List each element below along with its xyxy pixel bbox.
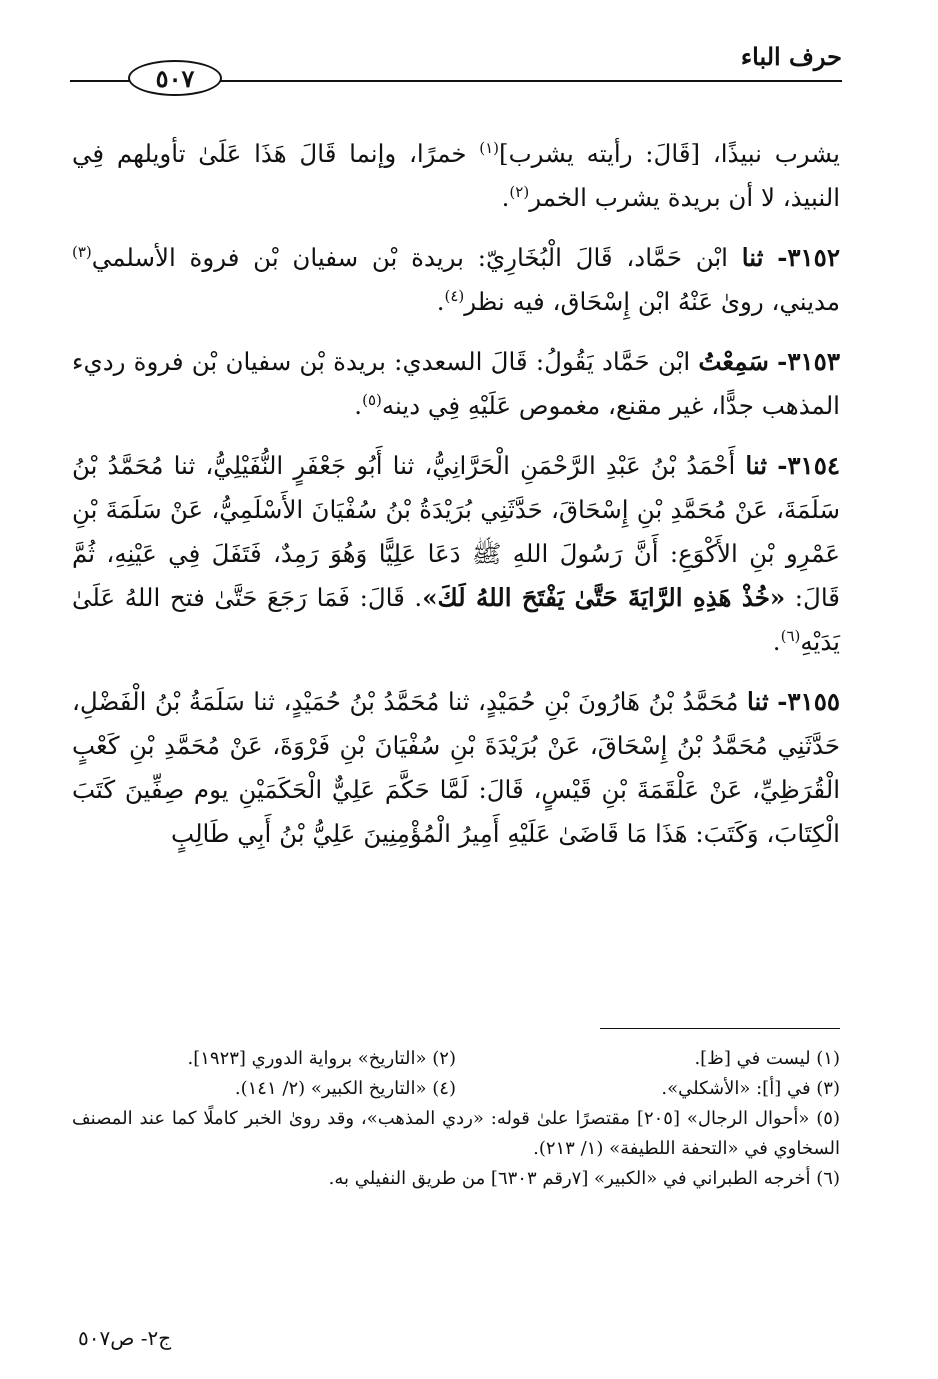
footnote-ref: (٣) [72, 242, 92, 261]
text-run: خمرًا، وإنما قَالَ هَذَا عَلَىٰ تأويلهم فِي النبيذ، لا أن بريدة يشرب الخمر [72, 139, 840, 212]
footnote-2: (٢) «التاريخ» برواية الدوري [١٩٢٣]. [187, 1048, 456, 1069]
hadith-number: ٣١٥٢- [777, 243, 840, 272]
footnote-ref: (١) [479, 138, 500, 157]
footnote-row [72, 1044, 840, 1074]
text-run: مُحَمَّدُ بْنُ هَارُونَ بْنِ حُمَيْدٍ، ثنا مُحَمَّدُ بْنُ حُمَيْدٍ، ثنا سَلَمَةُ بْنُ الْفَضْلِ، حَدَّثَنِي مُحَمَّدُ بْنُ إِسْحَاقَ، عَنْ بُرَيْدَةَ بْنِ سُفْيَانَ بْنِ فَرْوَةَ، عَنْ مُحَمَّدِ بْنِ كَعْبٍ الْقُرَظِيِّ، عَنْ عَلْقَمَةَ بْنِ قَيْسٍ، قَالَ: لَمَّا حَكَّمَ عَلِيٌّ الْحَكَمَيْنِ يوم صِفِّينَ كَتَبَ الْكِتَابَ، وَكَتَبَ: هَذَا مَا قَاضَىٰ عَلَيْهِ أَمِيرُ الْمُؤْمِنِينَ عَلِيُّ بْنُ أَبِي طَالِبٍ [72, 687, 840, 848]
main-text [72, 132, 840, 872]
text-run: . [354, 391, 363, 420]
text-run: أَحْمَدُ بْنُ عَبْدِ الرَّحْمَنِ الْحَرَّانِيُّ، ثنا أَبُو جَعْفَرٍ النُّفَيْلِيُّ، ثنا مُحَمَّدُ بْنُ سَلَمَةَ، عَنْ مُحَمَّدِ بْنِ إِسْحَاقَ، حَدَّثَنِي بُرَيْدَةُ بْنُ سُفْيَانَ الأَسْلَمِيُّ، عَنْ سَلَمَةَ بْنِ عَمْرِو بْنِ الأَكْوَعِ: أَنَّ رَسُولَ اللهِ ﷺ دَعَا عَلِيًّا وَهُوَ رَمِدٌ، فَتَفَلَ فِي عَيْنِهِ، ثُمَّ قَالَ: [72, 451, 841, 612]
hadith-number: ٣١٥٥- [777, 687, 841, 716]
footnotes [72, 1044, 840, 1194]
text-run: . [436, 287, 445, 316]
page-header [70, 36, 842, 106]
footnote-ref: (٤) [444, 286, 465, 305]
hadith-number: ٣١٥٤- [777, 451, 841, 480]
footnote-ref: (٥) [362, 390, 382, 409]
hadith-number: ٣١٥٣- [777, 347, 840, 376]
text-run: ابْن حَمَّاد يَقُولُ: قَالَ السعدي: بريدة بْن سفيان بْن فروة رديء المذهب جدًّا، غير مقنع، مغموص عَلَيْهِ فِي دينه [72, 347, 840, 420]
page-number-badge: ٥٠٧ [128, 60, 222, 96]
text-run: مديني، روىٰ عَنْهُ ابْن إِسْحَاق، فيه نظر [464, 287, 840, 316]
section-title: حرف الباء [740, 42, 842, 71]
narration-word: ثنا [747, 687, 769, 716]
footnote-ref: (٢) [509, 182, 530, 201]
footnote-1: (١) ليست في [ظ]. [694, 1048, 840, 1069]
text-run: يشرب نبيذًا، [قَالَ: رأيته يشرب] [499, 139, 840, 168]
hadith-3155 [72, 680, 840, 856]
prophetic-quote: «خُذْ هَذِهِ الرَّايَةَ حَتَّىٰ يَفْتَحَ اللهُ لَكَ» [422, 583, 786, 612]
text-run: . قَالَ: فَمَا رَجَعَ حَتَّىٰ فتح اللهُ عَلَىٰ يَدَيْهِ [72, 583, 840, 656]
footnote-4: (٤) «التاريخ الكبير» (٢/ ١٤١). [234, 1078, 456, 1099]
narration-word: ثنا [741, 243, 764, 272]
footnote-row [72, 1074, 840, 1104]
text-run: . [772, 627, 781, 656]
text-run: ابْن حَمَّاد، قَالَ الْبُخَارِيّ: بريدة بْن سفيان بْن فروة الأسلمي [91, 243, 728, 272]
footnote-5: (٥) «أحوال الرجال» [٢٠٥] مقتصرًا علىٰ قوله: «ردي المذهب»، وقد روىٰ الخبر كاملًا كما عند المصنف السخاوي في «التحفة اللطيفة» (١/ ٢١٣). [72, 1108, 840, 1159]
paragraph-continuation [72, 132, 840, 220]
narration-word: ثنا [745, 451, 768, 480]
footnote-6: (٦) أخرجه الطبراني في «الكبير» [٧رقم ٦٣٠٣] من طريق النفيلي به. [328, 1168, 840, 1189]
footnote-3: (٣) في [أ]: «الأشكلي». [661, 1078, 840, 1099]
footnote-separator [600, 1028, 840, 1029]
narration-word: سَمِعْتُ [698, 347, 769, 376]
text-run: . [501, 183, 510, 212]
hadith-3152 [72, 236, 840, 324]
footnote-ref: (٦) [780, 626, 801, 645]
hadith-3154 [72, 444, 840, 664]
volume-page-signature: ج٢- ص٥٠٧ [78, 1326, 172, 1350]
hadith-3153 [72, 340, 840, 428]
